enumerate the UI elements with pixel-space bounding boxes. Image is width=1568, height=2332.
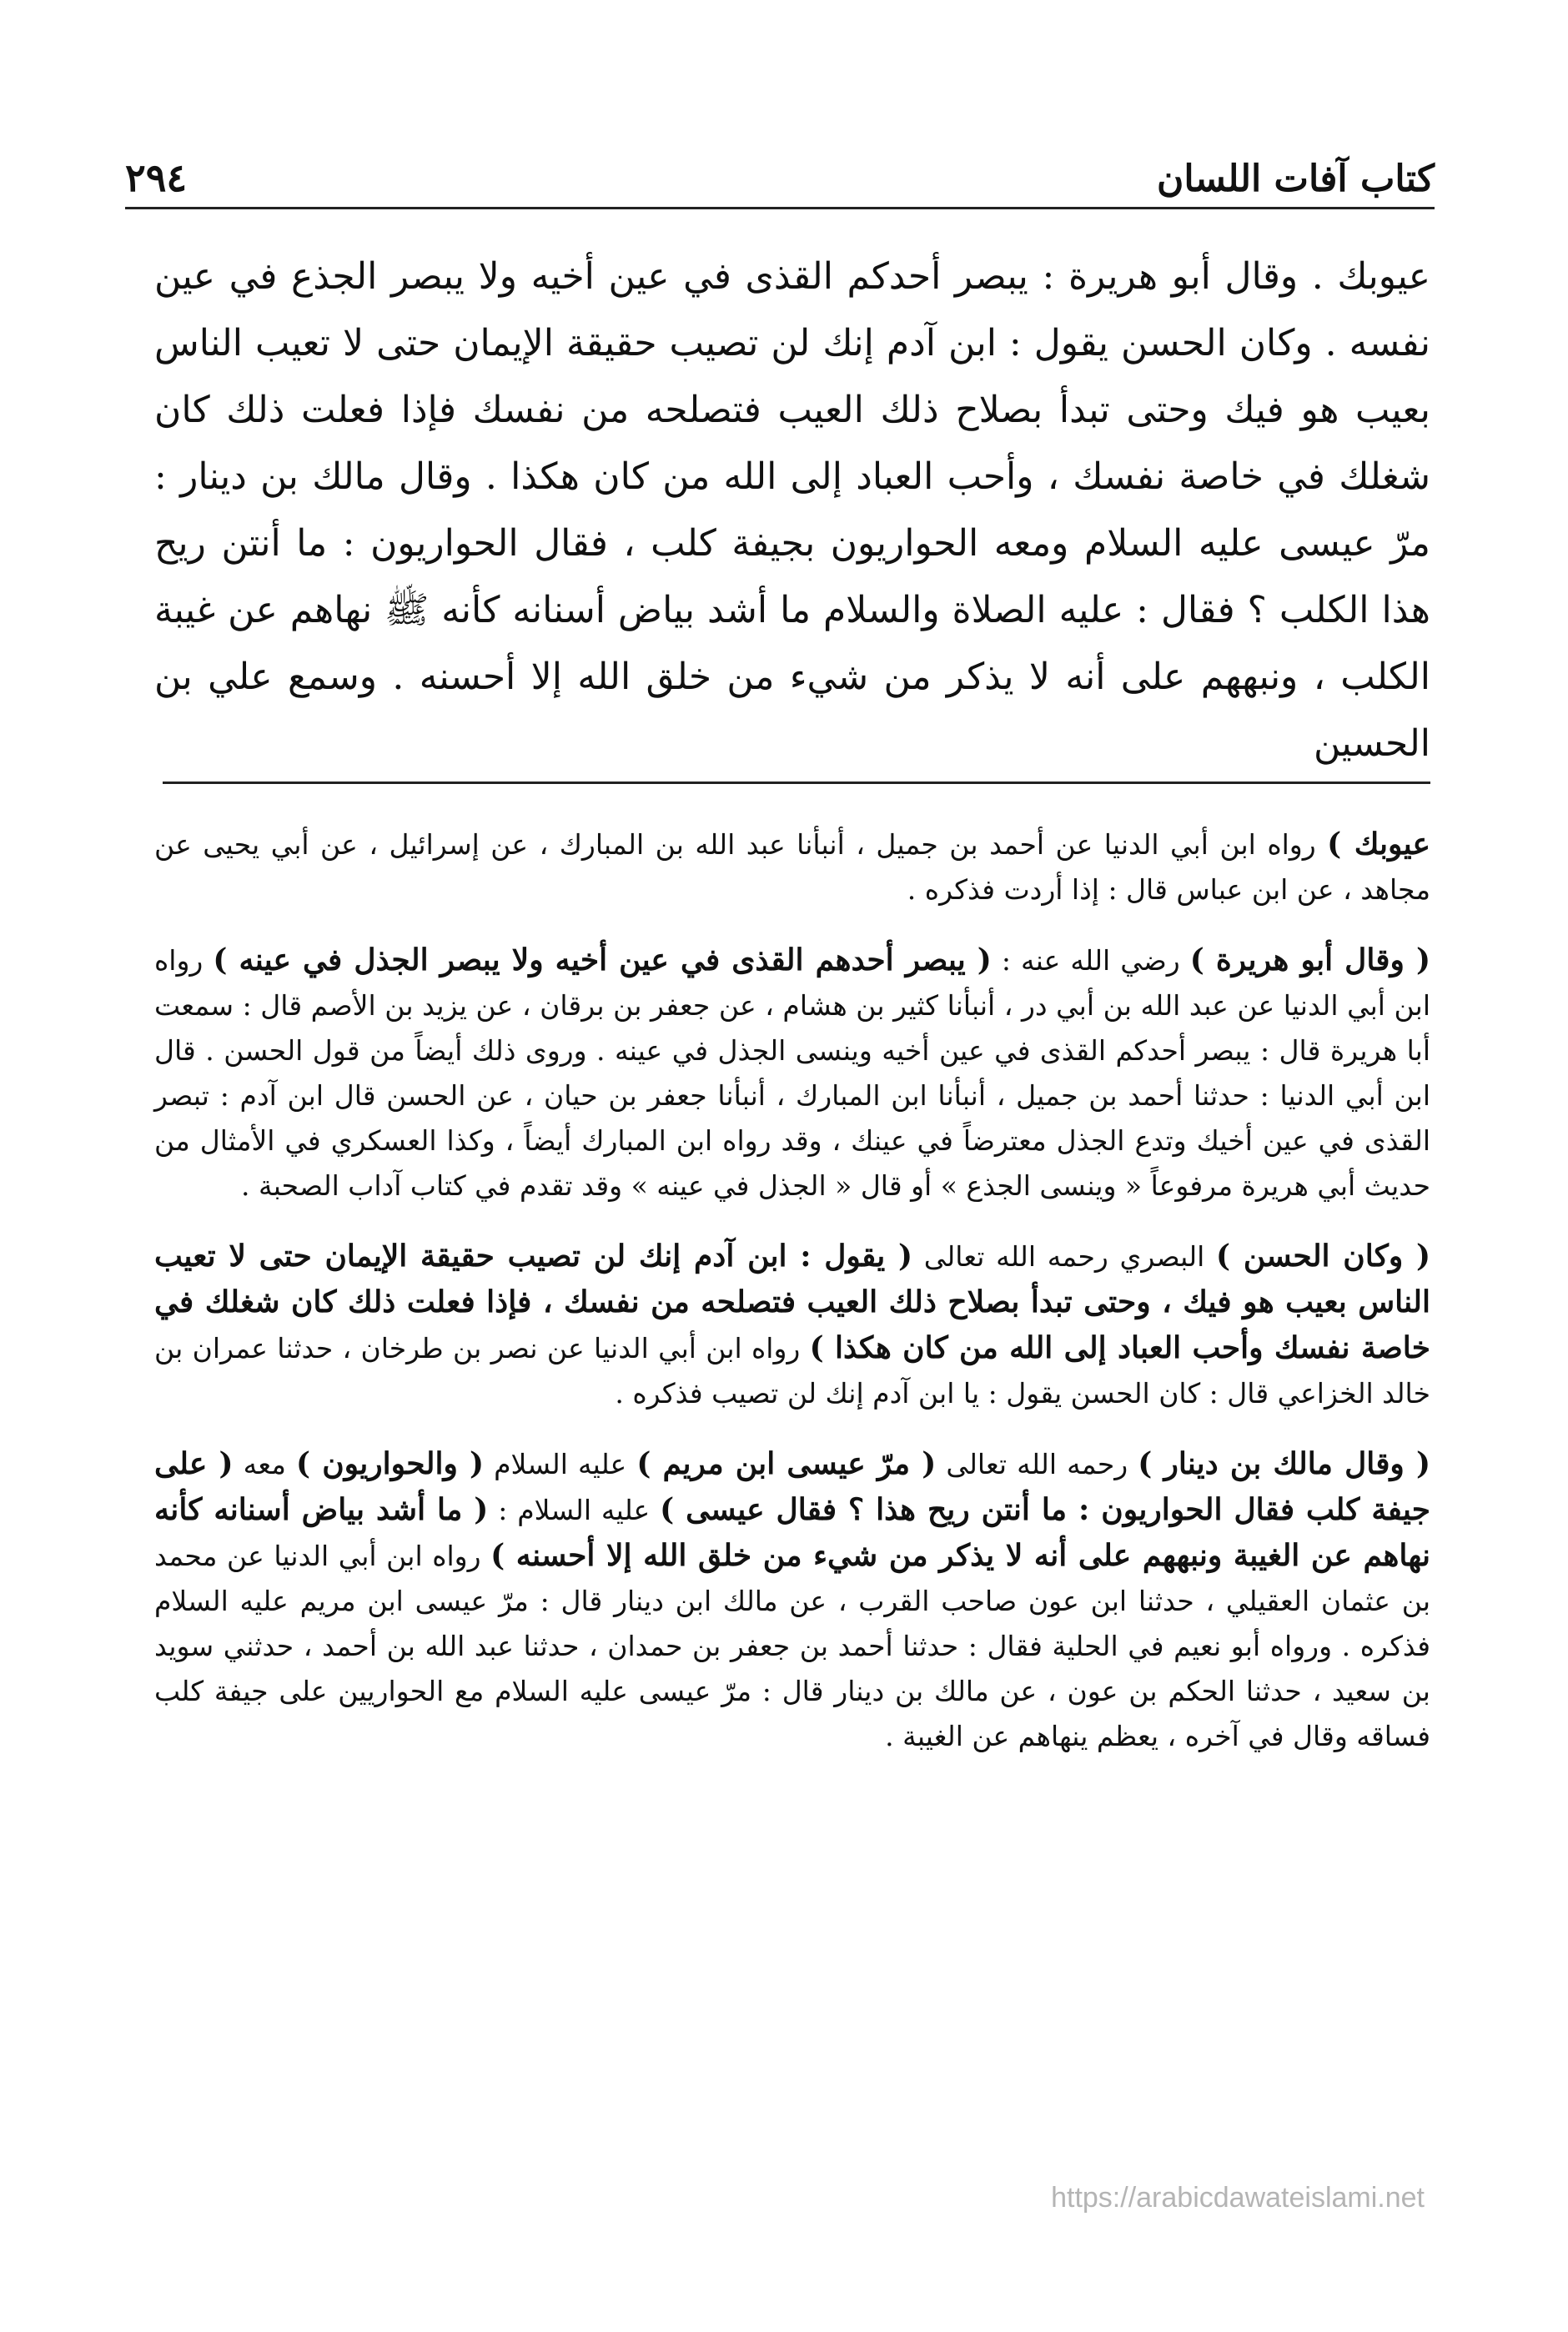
quoted-text: ( يبصر أحدهم القذى في عين أخيه ولا يبصر الجذل في عينه ) [213,942,992,978]
commentary-text: رواه ابن أبي الدنيا عن أحمد بن جميل ، أنبأنا عبد الله بن المبارك ، عن إسرائيل ، عن أبي يحيى عن مجاهد ، عن ابن عباس قال : إذا أردت فذكره . [154,828,1430,906]
commentary-paragraph [154,1234,1430,1416]
commentary-text: رواه ابن أبي الدنيا عن عبد الله بن أبي در ، أنبأنا كثير بن هشام ، عن جعفر بن برقان ، عن يزيد بن الأصم قال : سمعت أبا هريرة قال : يبصر أحدكم القذى في عين أخيه وينسى الجذل في عينه . وروى ذلك أيضاً من قول الحسن . قال ابن أبي الدنيا : حدثنا أحمد بن جميل ، أنبأنا ابن المبارك ، أنبأنا جعفر بن حيان ، عن الحسن قال ابن آدم : تبصر القذى في عين أخيك وتدع الجذل معترضاً في عينك ، وقد رواه ابن المبارك أيضاً ، وكذا العسكري في الأمثال من حديث أبي هريرة مرفوعاً « وينسى الجذع » أو قال « الجذل في عينه » وقد تقدم في كتاب آداب الصحبة . [154,944,1430,1202]
quoted-text: عيوبك ) [1327,827,1430,862]
commentary-text: معه [233,1448,297,1480]
commentary-text: عليه السلام : [488,1494,661,1526]
quoted-text: ( على جيفة كلب فقال الحواريون : ما أنتن ريح هذا ؟ فقال عيسى ) [154,1446,1430,1527]
commentary-block [154,822,1430,1784]
page-header [125,125,1435,200]
book-title: كتاب آفات اللسان [1157,158,1435,200]
commentary-paragraph [154,1441,1430,1759]
main-paragraph: عيوبك . وقال أبو هريرة : يبصر أحدكم القذى في عين أخيه ولا يبصر الجذع في عين نفسه . وكان الحسن يقول : ابن آدم إنك لن تصيب حقيقة الإيمان حتى لا تعيب الناس بعيب هو فيك وحتى تبدأ بصلاح ذلك العيب فتصلحه من نفسك فإذا فعلت ذلك كان شغلك في خاصة نفسك ، وأحب العباد إلى الله من كان هكذا . وقال مالك بن دينار : مرّ عيسى عليه السلام ومعه الحواريون بجيفة كلب ، فقال الحواريون : ما أنتن ريح هذا الكلب ؟ فقال : عليه الصلاة والسلام ما أشد بياض أسنانه كأنه ﷺ نهاهم عن غيبة الكلب ، ونبههم على أنه لا يذكر من شيء من خلق الله إلا أحسنه . وسمع علي بن الحسين [154,255,1430,765]
commentary-text: البصري رحمه الله تعالى [912,1240,1217,1273]
commentary-text: رحمه الله تعالى [936,1448,1138,1480]
commentary-text: رواه ابن أبي الدنيا عن نصر بن طرخان ، حدثنا عمران بن خالد الخزاعي قال : كان الحسن يقول : يا ابن آدم إنك لن تصيب فذكره . [154,1332,1430,1410]
page-number: ٢٩٤ [125,155,188,200]
quoted-text: ( وقال أبو هريرة ) [1189,942,1430,978]
watermark-url: https://arabicdawateislami.net [1051,2182,1425,2214]
quoted-text: ( والحواريون ) [296,1446,485,1481]
quoted-text: ( مرّ عيسى ابن مريم ) [636,1446,937,1481]
commentary-paragraph [154,822,1430,912]
quoted-text: ( ما أشد بياض أسنانه كأنه نهاهم عن الغيبة ونبههم على أنه لا يذكر من شيء من خلق الله إلا أحسنه ) [154,1492,1430,1573]
commentary-text: عليه السلام [484,1448,637,1480]
main-text-block [154,244,1430,777]
footnote-divider [163,782,1430,784]
quoted-text: ( يقول : ابن آدم إنك لن تصيب حقيقة الإيمان حتى لا تعيب الناس بعيب هو فيك ، وحتى تبدأ بصلاح ذلك العيب فتصلحه من نفسك ، فإذا فعلت ذلك كان شغلك في خاصة نفسك وأحب العباد إلى الله من كان هكذا ) [154,1239,1430,1365]
header-rule [125,207,1435,209]
commentary-text: رضي الله عنه : [991,944,1190,977]
quoted-text: ( وكان الحسن ) [1216,1239,1431,1274]
commentary-paragraph [154,937,1430,1209]
quoted-text: ( وقال مالك بن دينار ) [1138,1446,1430,1481]
commentary-text: رواه ابن أبي الدنيا عن محمد بن عثمان العقيلي ، حدثنا ابن عون صاحب القرب ، عن مالك ابن دينار قال : مرّ عيسى ابن مريم عليه السلام فذكره . ورواه أبو نعيم في الحلية فقال : حدثنا أحمد بن جعفر بن حمدان ، حدثنا عبد الله بن أحمد ، حدثني سويد بن سعيد ، حدثنا الحكم بن عون ، عن مالك بن دينار قال : مرّ عيسى عليه السلام مع الحواريين على جيفة كلب فساقه وقال في آخره ، يعظم ينهاهم عن الغيبة . [154,1540,1430,1752]
